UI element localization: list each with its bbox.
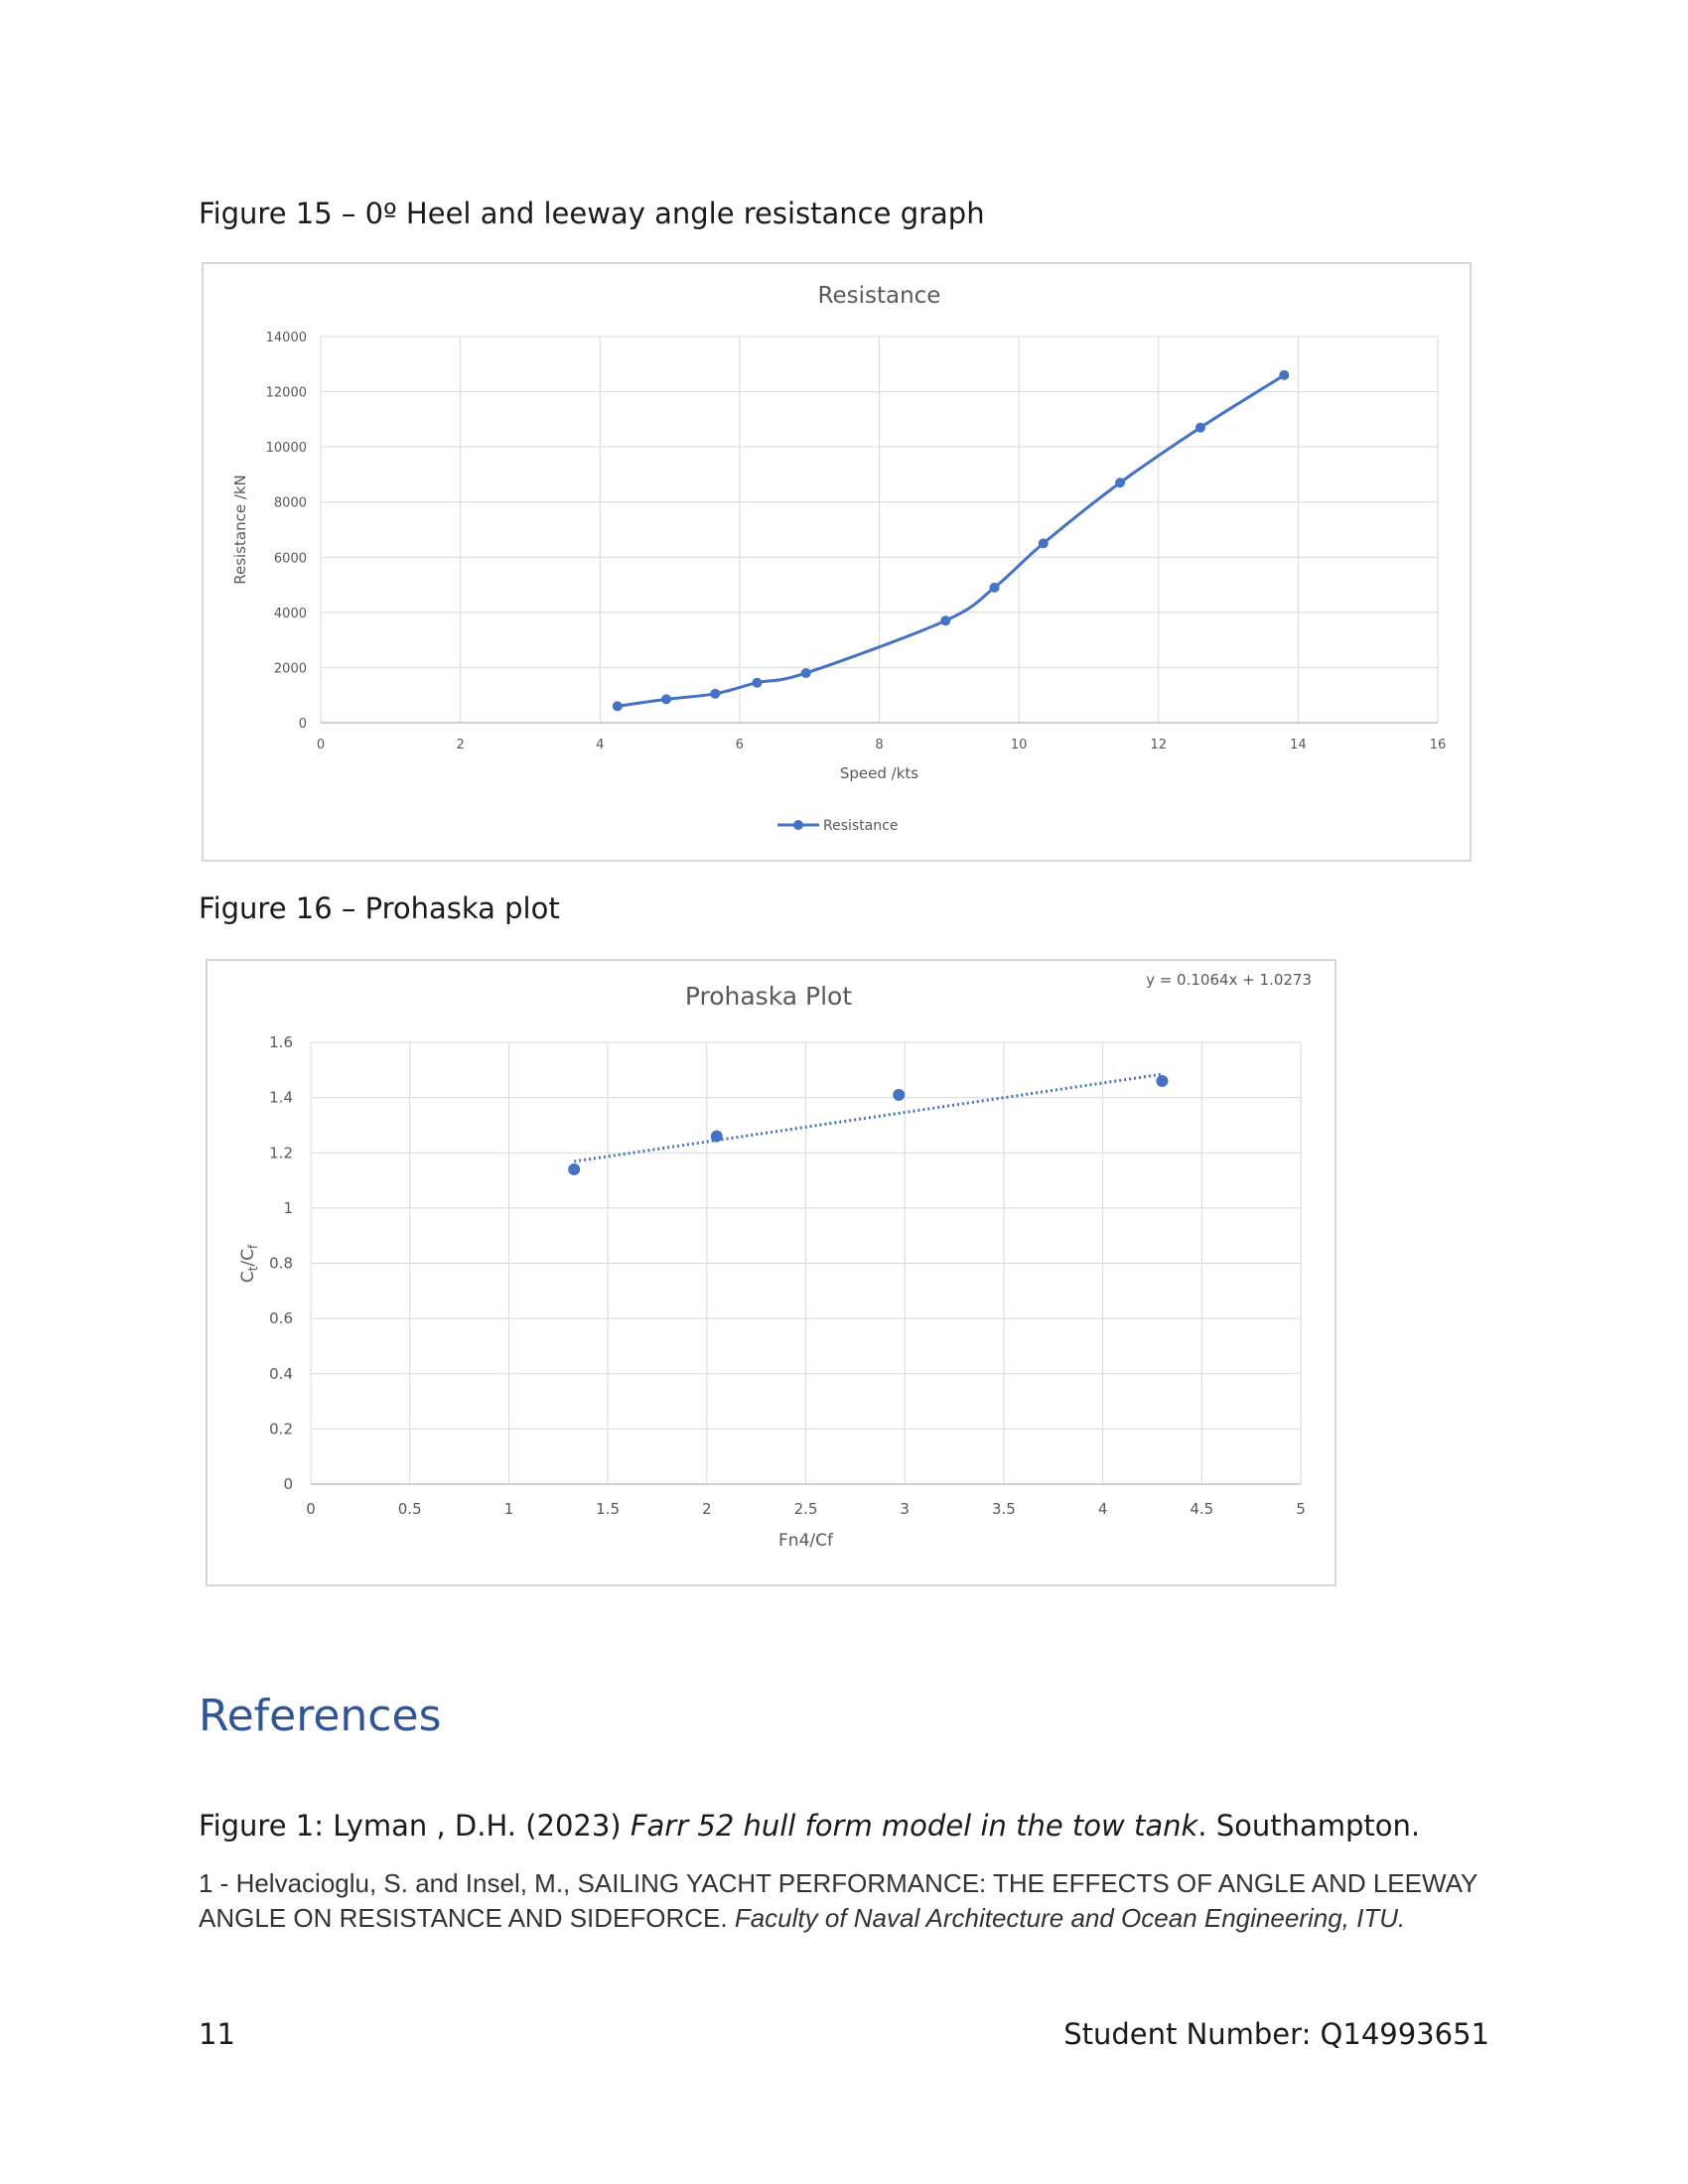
x-axis-label: Fn4/Cf bbox=[778, 1531, 833, 1551]
y-tick-label: 2000 bbox=[273, 661, 307, 677]
prohaska-data-point bbox=[1156, 1075, 1168, 1087]
x-tick-label: 4 bbox=[596, 738, 605, 752]
reference-figure-1-title: Farr 52 hull form model in the tow tank bbox=[630, 1809, 1198, 1843]
legend-label: Resistance bbox=[823, 818, 899, 834]
x-tick-label: 3 bbox=[900, 1500, 910, 1518]
student-number: Student Number: Q14993651 bbox=[1063, 2017, 1489, 2051]
x-tick-label: 1.5 bbox=[596, 1500, 621, 1518]
references-heading: References bbox=[199, 1691, 442, 1741]
y-tick-label: 1 bbox=[283, 1198, 293, 1217]
reference-entry-1 bbox=[199, 1866, 1509, 1936]
prohaska-data-point bbox=[711, 1131, 723, 1143]
x-tick-label: 1 bbox=[503, 1500, 514, 1518]
y-axis-label bbox=[238, 1244, 260, 1283]
y-axis-label-part: f bbox=[246, 1244, 260, 1250]
y-tick-label: 0 bbox=[283, 1475, 293, 1493]
y-tick-label: 14000 bbox=[265, 331, 307, 345]
x-tick-label: 4 bbox=[1097, 1500, 1108, 1518]
x-tick-label: 4.5 bbox=[1190, 1500, 1214, 1518]
resistance-data-point bbox=[1039, 538, 1049, 548]
y-tick-label: 1.2 bbox=[269, 1144, 293, 1162]
y-tick-label: 10000 bbox=[265, 441, 307, 457]
chart-title: Resistance bbox=[817, 283, 941, 309]
x-tick-label: 0 bbox=[306, 1500, 316, 1518]
reference-entry-1-source: Faculty of Naval Architecture and Ocean Engineering, ITU. bbox=[734, 1903, 1406, 1933]
trendline-equation: y = 0.1064x + 1.0273 bbox=[1146, 971, 1312, 989]
chart-title: Prohaska Plot bbox=[684, 982, 853, 1011]
prohaska-chart-frame bbox=[206, 959, 1336, 1586]
x-tick-label: 2 bbox=[702, 1500, 712, 1518]
page-number: 11 bbox=[199, 2017, 235, 2051]
resistance-data-point bbox=[990, 583, 1000, 593]
resistance-series-line bbox=[618, 375, 1284, 706]
reference-figure-1-prefix: Figure 1: Lyman , D.H. (2023) bbox=[199, 1809, 631, 1843]
reference-figure-1 bbox=[199, 1809, 1420, 1843]
y-axis-label: Resistance /kN bbox=[231, 475, 249, 585]
y-axis-label-part: t bbox=[246, 1266, 260, 1272]
prohaska-chart bbox=[208, 961, 1335, 1584]
resistance-data-point bbox=[752, 678, 762, 688]
y-tick-label: 8000 bbox=[273, 495, 307, 511]
resistance-data-point bbox=[801, 668, 811, 678]
reference-entry-1-text: 1 - Helvacioglu, S. and Insel, M., SAILING YACHT PERFORMANCE: THE EFFECTS OF ANGLE AND LEEWAY ANGLE ON RESISTANCE AND SIDEFORCE. bbox=[199, 1868, 1477, 1933]
resistance-data-point bbox=[1115, 478, 1125, 487]
x-tick-label: 3.5 bbox=[991, 1500, 1016, 1518]
x-tick-label: 8 bbox=[875, 738, 884, 752]
resistance-data-point bbox=[613, 701, 623, 711]
y-tick-label: 12000 bbox=[265, 385, 307, 401]
x-tick-label: 2.5 bbox=[793, 1500, 818, 1518]
resistance-chart-frame bbox=[202, 262, 1472, 862]
y-tick-label: 1.6 bbox=[269, 1033, 293, 1051]
x-tick-label: 0 bbox=[316, 738, 326, 752]
reference-figure-1-suffix: . Southampton. bbox=[1197, 1809, 1421, 1843]
resistance-data-point bbox=[1196, 423, 1205, 433]
x-tick-label: 12 bbox=[1150, 738, 1168, 752]
y-tick-label: 0.6 bbox=[269, 1309, 293, 1328]
prohaska-data-point bbox=[893, 1089, 905, 1101]
x-tick-label: 10 bbox=[1010, 738, 1028, 752]
legend-swatch-marker bbox=[793, 820, 803, 830]
figure-15-caption: Figure 15 – 0º Heel and leeway angle resistance graph bbox=[199, 197, 985, 230]
y-tick-label: 4000 bbox=[273, 606, 307, 621]
resistance-data-point bbox=[710, 689, 720, 699]
linear-trendline bbox=[574, 1074, 1162, 1161]
x-axis-label: Speed /kts bbox=[839, 764, 919, 782]
figure-16-caption: Figure 16 – Prohaska plot bbox=[199, 891, 560, 925]
resistance-data-point bbox=[1279, 370, 1289, 380]
y-tick-label: 1.4 bbox=[269, 1088, 293, 1107]
y-tick-label: 0.2 bbox=[269, 1420, 293, 1438]
y-tick-label: 0 bbox=[298, 717, 307, 732]
y-axis-label-part: C bbox=[238, 1271, 258, 1284]
prohaska-data-point bbox=[568, 1163, 580, 1175]
y-tick-label: 0.8 bbox=[269, 1254, 293, 1273]
y-axis-label-part: /C bbox=[238, 1249, 258, 1267]
resistance-chart bbox=[204, 264, 1470, 860]
x-tick-label: 2 bbox=[456, 738, 465, 752]
y-tick-label: 6000 bbox=[273, 551, 307, 567]
y-tick-label: 0.4 bbox=[269, 1364, 293, 1383]
x-tick-label: 5 bbox=[1296, 1500, 1306, 1518]
resistance-data-point bbox=[661, 694, 671, 704]
x-tick-label: 14 bbox=[1290, 738, 1307, 752]
x-tick-label: 6 bbox=[735, 738, 745, 752]
resistance-data-point bbox=[940, 615, 950, 625]
x-tick-label: 0.5 bbox=[397, 1500, 422, 1518]
x-tick-label: 16 bbox=[1429, 738, 1447, 752]
